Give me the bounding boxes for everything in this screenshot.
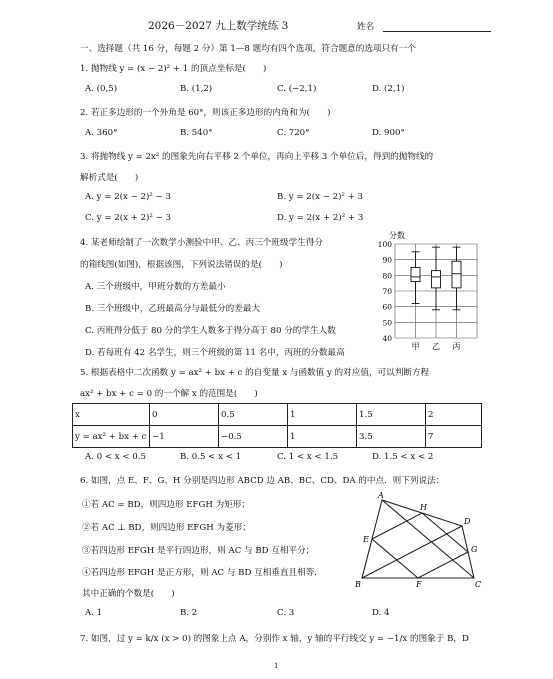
q4-line: 的箱线图(如图)，根据该图，下列说法错误的是( ) bbox=[80, 260, 283, 270]
name-label: 姓名 bbox=[357, 22, 375, 32]
point-label-b: B bbox=[355, 580, 361, 589]
q3-option-d: D. y = 2(x + 2)² + 3 bbox=[277, 213, 364, 223]
q2-option-a: A. 360° bbox=[85, 128, 118, 138]
point-label-e: E bbox=[363, 535, 369, 544]
q4-option-b: B. 三个班级中，乙班最高分与最低分的差最大 bbox=[85, 304, 261, 314]
q5-option-a: A. 0 < x < 0.5 bbox=[85, 452, 146, 462]
q5-option-b: B. 0.5 < x < 1 bbox=[180, 452, 242, 462]
q4-option-a: A. 三个班级中，甲班分数的方差最小 bbox=[85, 282, 226, 292]
value-table bbox=[72, 403, 482, 448]
box bbox=[452, 261, 461, 288]
box-plot-figure bbox=[365, 228, 485, 358]
q6-line: 6. 如图，点 E、F、G、H 分别是四边形 ABCD 边 AB、BC、CD、DA 的中点．则下列说法： bbox=[80, 476, 445, 486]
table-cell: y = ax² + bx + c bbox=[73, 426, 150, 448]
y-tick-label: 80 bbox=[382, 271, 392, 281]
q2-option-d: D. 900° bbox=[372, 128, 405, 138]
y-tick-label: 90 bbox=[382, 255, 392, 265]
q3-stem-cont: 解析式是( ) bbox=[80, 173, 139, 183]
q3-option-c: C. y = 2(x + 2)² − 3 bbox=[85, 213, 171, 223]
q4-line: 4. 某老师绘制了一次数学小测验中甲、乙、丙三个班级学生得分 bbox=[80, 238, 323, 248]
quadrilateral-figure bbox=[352, 490, 487, 590]
table-row bbox=[73, 426, 482, 448]
q6-statement-1: ①若 AC = BD，则四边形 EFGH 为矩形； bbox=[82, 500, 250, 510]
q6-option-c: C. 3 bbox=[277, 608, 295, 618]
y-tick-label: 40 bbox=[382, 334, 392, 343]
q6-option-b: B. 2 bbox=[180, 608, 198, 618]
point-label-d: D bbox=[464, 517, 471, 526]
table-cell: 0 bbox=[150, 404, 219, 426]
q5-option-d: D. 1.5 < x < 2 bbox=[372, 452, 434, 462]
q6-option-a: A. 1 bbox=[85, 608, 103, 618]
q1-option-a: A. (0,5) bbox=[85, 84, 118, 94]
q3-stem: 3. 将抛物线 y = 2x² 的图象先向右平移 2 个单位，再向上平移 3 个单位后，得到的抛物线的 bbox=[80, 152, 434, 162]
table-cell: 7 bbox=[426, 426, 482, 448]
y-tick-label: 70 bbox=[382, 287, 392, 296]
section-heading: 一、选择题（共 16 分，每题 2 分）第 1—8 题均有四个选项，符合题意的选项只有一个 bbox=[80, 44, 416, 54]
point-label-g: G bbox=[471, 545, 478, 554]
q5-stem: 5. 根据表格中二次函数 y = ax² + bx + c 的自变量 x 与函数值 y 的对应值，可以判断方程 bbox=[80, 368, 430, 378]
x-category-label: 甲 bbox=[411, 342, 420, 351]
q6-statement-4: ④若四边形 EFGH 是正方形，则 AC 与 BD 互相垂直且相等． bbox=[82, 568, 323, 578]
table-cell: 3.5 bbox=[357, 426, 426, 448]
table-cell: x bbox=[73, 404, 150, 426]
table-cell: 0.5 bbox=[219, 404, 288, 426]
q7-stem: 7. 如图，过 y = k/x (x > 0) 的图象上点 A，分别作 x 轴，y 轴的平行线交 y = −1/x 的图象于 B，D bbox=[80, 634, 469, 644]
page-title: 2026－2027 九上数学统练 3 bbox=[148, 20, 289, 32]
point-label-h: H bbox=[420, 503, 427, 512]
box bbox=[432, 271, 441, 288]
table-row bbox=[73, 404, 482, 426]
x-category-label: 丙 bbox=[452, 342, 461, 351]
name-field-line bbox=[383, 31, 491, 32]
q6-statement-3: ③若四边形 EFGH 是平行四边形，则 AC 与 BD 互相平分； bbox=[82, 546, 315, 556]
table-cell: 1.5 bbox=[357, 404, 426, 426]
q1-option-d: D. (2,1) bbox=[372, 84, 405, 94]
point-label-c: C bbox=[475, 580, 482, 589]
q5-stem-cont: ax² + bx + c = 0 的一个解 x 的范围是( ) bbox=[80, 389, 258, 399]
q1-option-b: B. (1,2) bbox=[180, 84, 213, 94]
table-cell: 2 bbox=[426, 404, 482, 426]
q5-option-c: C. 1 < x < 1.5 bbox=[277, 452, 339, 462]
point-label-a: A bbox=[378, 491, 384, 500]
q1-stem: 1. 抛物线 y = (x − 2)² + 1 的顶点坐标是( ) bbox=[80, 64, 267, 74]
table-cell: 1 bbox=[288, 404, 357, 426]
q2-option-b: B. 540° bbox=[180, 128, 213, 138]
q6-option-d: D. 4 bbox=[372, 608, 390, 618]
q3-option-a: A. y = 2(x − 2)² − 3 bbox=[85, 192, 171, 202]
q6-question: 其中正确的个数是( ) bbox=[82, 589, 175, 599]
q2-stem: 2. 若正多边形的一个外角是 60°，则该正多边形的内角和为( ) bbox=[80, 108, 331, 118]
q3-option-b: B. y = 2(x − 2)² + 3 bbox=[277, 192, 364, 202]
box bbox=[411, 268, 420, 282]
y-tick-label: 50 bbox=[382, 318, 392, 328]
point-label-f: F bbox=[416, 580, 422, 589]
x-category-label: 乙 bbox=[432, 342, 440, 351]
box-plot-y-label: 分数 bbox=[389, 231, 405, 240]
table-cell: 1 bbox=[288, 426, 357, 448]
q6-statement-2: ②若 AC ⊥ BD，则四边形 EFGH 为菱形； bbox=[82, 523, 251, 533]
q4-option-d: D. 若每班有 42 名学生，则三个班级的第 11 名中，丙班的分数最高 bbox=[85, 348, 345, 358]
q1-option-c: C. (−2,1) bbox=[277, 84, 317, 94]
q4-option-c: C. 丙班得分低于 80 分的学生人数多于得分高于 80 分的学生人数 bbox=[85, 326, 336, 336]
q2-option-c: C. 720° bbox=[277, 128, 310, 138]
y-tick-label: 100 bbox=[377, 240, 392, 249]
y-tick-label: 60 bbox=[382, 302, 392, 312]
page-number: 1 bbox=[274, 662, 279, 670]
table-cell: −0.5 bbox=[219, 426, 288, 448]
table-cell: −1 bbox=[150, 426, 219, 448]
